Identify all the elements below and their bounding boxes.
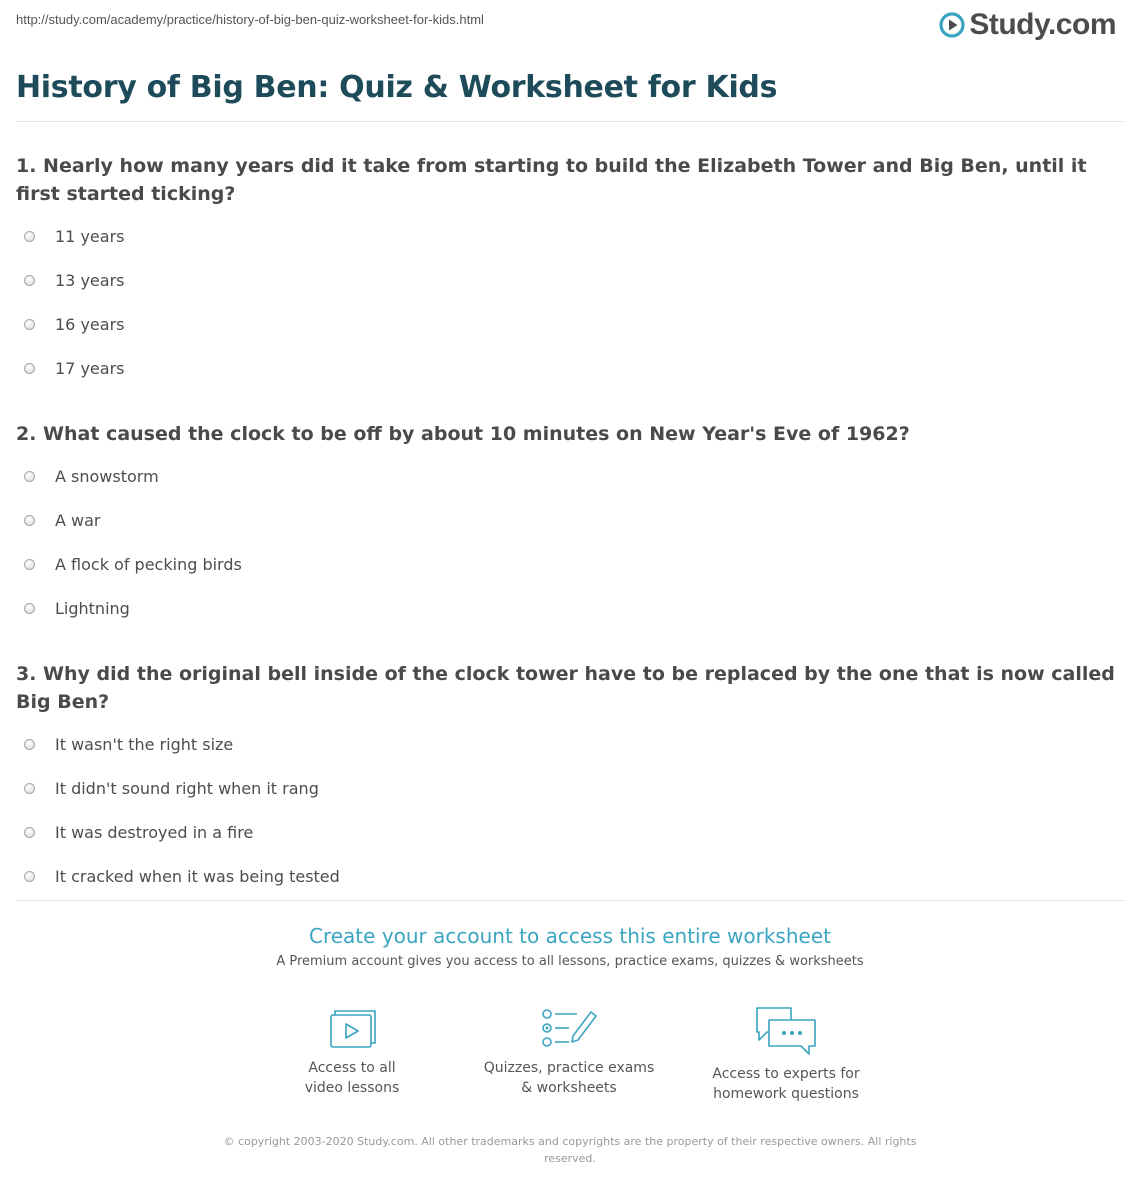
answer-label: 11 years xyxy=(55,226,125,246)
footer-line1: © copyright 2003-2020 Study.com. All other trademarks and copyrights are the property of their respective owners. All rights xyxy=(223,1135,917,1148)
answer-label: A snowstorm xyxy=(55,466,159,486)
answer-label: It cracked when it was being tested xyxy=(55,866,340,886)
feature-label-line1: Access to all xyxy=(308,1060,396,1076)
answer-label: Lightning xyxy=(55,598,130,618)
answer-option[interactable] xyxy=(16,214,1120,258)
answer-option[interactable] xyxy=(16,722,1120,766)
feature-label xyxy=(252,1058,452,1098)
question-3 xyxy=(16,660,1120,906)
answer-label: A war xyxy=(55,510,101,530)
answer-option[interactable] xyxy=(16,854,1120,898)
radio-button-icon[interactable] xyxy=(24,363,35,374)
radio-button-icon[interactable] xyxy=(24,871,35,882)
radio-button-icon[interactable] xyxy=(24,275,35,286)
answer-label: 16 years xyxy=(55,314,125,334)
radio-button-icon[interactable] xyxy=(24,319,35,330)
top-bar xyxy=(16,10,1116,44)
video-lessons-icon xyxy=(326,1006,378,1050)
question-2 xyxy=(16,420,1120,638)
answer-label: 17 years xyxy=(55,358,125,378)
radio-button-icon[interactable] xyxy=(24,515,35,526)
feature-label-line1: Access to experts for xyxy=(712,1066,860,1082)
answer-label: It was destroyed in a fire xyxy=(55,822,254,842)
page-url[interactable]: http://study.com/academy/practice/history-of-big-ben-quiz-worksheet-for-kids.html xyxy=(16,12,484,27)
cta-divider xyxy=(16,900,1124,901)
cta-subtitle: A Premium account gives you access to all lessons, practice exams, quizzes & worksheets xyxy=(276,954,864,969)
feature-label-line1: Quizzes, practice exams xyxy=(483,1060,655,1076)
logo-text: Study.com xyxy=(969,8,1116,41)
radio-button-icon[interactable] xyxy=(24,559,35,570)
answer-list xyxy=(16,462,1120,638)
answer-option[interactable] xyxy=(16,498,1120,542)
play-circle-icon xyxy=(939,12,965,38)
feature-label-line2: homework questions xyxy=(713,1086,859,1102)
feature-experts xyxy=(686,1006,886,1104)
answer-option[interactable] xyxy=(16,302,1120,346)
signup-cta xyxy=(0,924,1140,969)
radio-button-icon[interactable] xyxy=(24,603,35,614)
feature-label xyxy=(686,1064,886,1104)
radio-button-icon[interactable] xyxy=(24,783,35,794)
page-title: History of Big Ben: Quiz & Worksheet for Kids xyxy=(16,70,778,105)
radio-button-icon[interactable] xyxy=(24,231,35,242)
copyright-footer xyxy=(0,1133,1140,1167)
answer-label: It wasn't the right size xyxy=(55,734,234,754)
question-text: 1. Nearly how many years did it take from starting to build the Elizabeth Tower and Big Ben, until it first started ticking? xyxy=(16,155,1087,205)
footer-line2: reserved. xyxy=(544,1152,596,1165)
feature-label xyxy=(469,1058,669,1098)
answer-label: 13 years xyxy=(55,270,125,290)
feature-video-lessons xyxy=(252,1006,452,1098)
radio-button-icon[interactable] xyxy=(24,471,35,482)
answer-option[interactable] xyxy=(16,454,1120,498)
radio-button-icon[interactable] xyxy=(24,739,35,750)
answer-list xyxy=(16,730,1120,906)
answer-label: It didn't sound right when it rang xyxy=(55,778,319,798)
answer-option[interactable] xyxy=(16,810,1120,854)
question-1 xyxy=(16,152,1120,398)
feature-quizzes xyxy=(469,1006,669,1098)
answer-option[interactable] xyxy=(16,258,1120,302)
feature-label-line2: video lessons xyxy=(304,1080,400,1096)
answer-option[interactable] xyxy=(16,346,1120,390)
answer-option[interactable] xyxy=(16,766,1120,810)
quiz-checklist-icon xyxy=(539,1006,599,1050)
question-text: 3. Why did the original bell inside of the clock tower have to be replaced by the one that is now called Big Ben? xyxy=(16,663,1115,713)
radio-button-icon[interactable] xyxy=(24,827,35,838)
study-logo[interactable] xyxy=(939,8,1116,42)
answer-label: A flock of pecking birds xyxy=(55,554,242,574)
chat-bubbles-icon xyxy=(753,1006,819,1056)
answer-list xyxy=(16,222,1120,398)
feature-label-line2: & worksheets xyxy=(521,1080,617,1096)
answer-option[interactable] xyxy=(16,586,1120,630)
title-divider xyxy=(16,121,1124,122)
question-text: 2. What caused the clock to be off by about 10 minutes on New Year's Eve of 1962? xyxy=(16,423,910,445)
answer-option[interactable] xyxy=(16,542,1120,586)
cta-title-link[interactable]: Create your account to access this entire worksheet xyxy=(309,924,831,948)
